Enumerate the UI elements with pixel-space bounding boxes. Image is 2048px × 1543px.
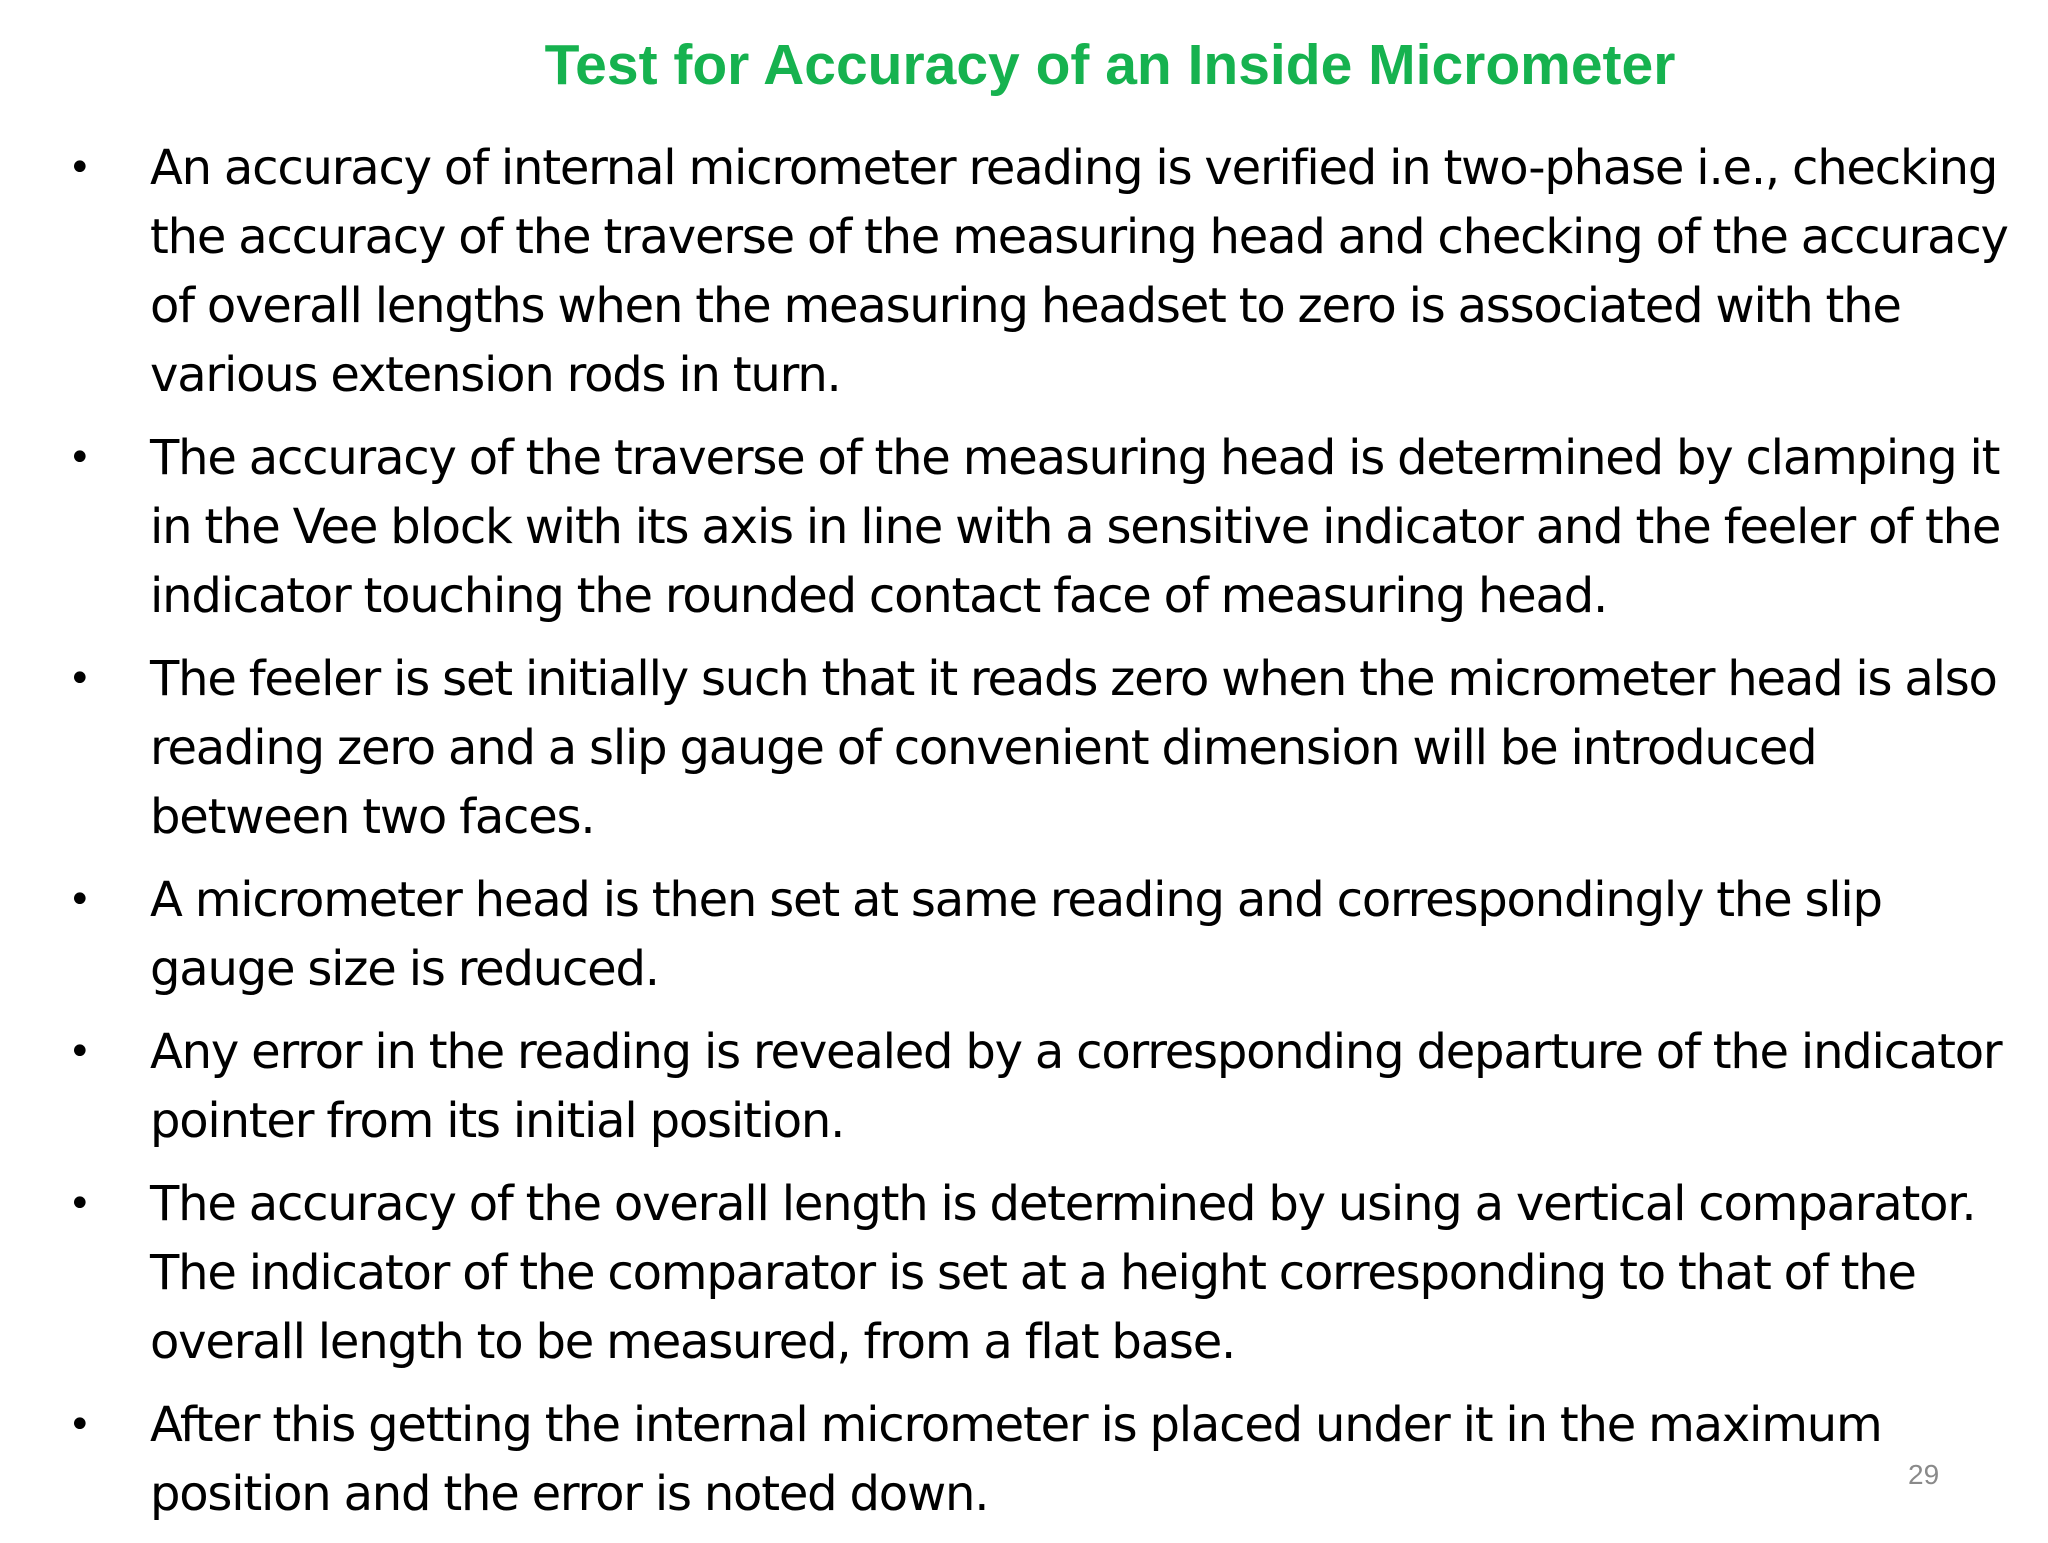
bullet-item [0, 1170, 2048, 1377]
bullet-item [0, 866, 2048, 1004]
bullet-dot-icon: • [68, 1181, 91, 1227]
bullet-text: The accuracy of the overall length is determined by using a vertical comparator. The indicator of the comparator is set at a height corresponding to that of the overall length to be measured, from a flat base. [150, 1176, 1976, 1370]
bullet-item [0, 134, 2048, 410]
bullet-item [0, 645, 2048, 852]
bullet-dot-icon: • [68, 1402, 91, 1448]
bullet-list [0, 134, 2048, 1543]
bullet-text: The feeler is set initially such that it reads zero when the micrometer head is also reading zero and a slip gauge of convenient dimension will be introduced between two faces. [150, 651, 1997, 845]
bullet-text: After this getting the internal micrometer is placed under it in the maximum position and the error is noted down. [150, 1397, 1882, 1522]
bullet-text: The accuracy of the traverse of the measuring head is determined by clamping it in the Vee block with its axis in line with a sensitive indicator and the feeler of the indicator touching the rounded contact face of measuring head. [150, 430, 2001, 624]
slide-title: Test for Accuracy of an Inside Micrometer [544, 33, 1676, 97]
bullet-dot-icon: • [68, 145, 91, 191]
bullet-dot-icon: • [68, 1029, 91, 1075]
bullet-item [0, 424, 2048, 631]
bullet-item [0, 1018, 2048, 1156]
bullet-text: Any error in the reading is revealed by a corresponding departure of the indicator pointer from its initial position. [150, 1024, 2002, 1149]
bullet-text: A micrometer head is then set at same reading and correspondingly the slip gauge size is reduced. [150, 872, 1882, 997]
bullet-text: An accuracy of internal micrometer reading is verified in two-phase i.e., checking the accuracy of the traverse of the measuring head and checking of the accuracy of overall lengths when the measuring headset to zero is associated with the various extension rods in turn. [150, 140, 2008, 403]
bullet-dot-icon: • [68, 435, 91, 481]
page-number: 29 [1908, 1459, 1940, 1490]
bullet-item [0, 1391, 2048, 1529]
bullet-dot-icon: • [68, 877, 91, 923]
bullet-dot-icon: • [68, 656, 91, 702]
